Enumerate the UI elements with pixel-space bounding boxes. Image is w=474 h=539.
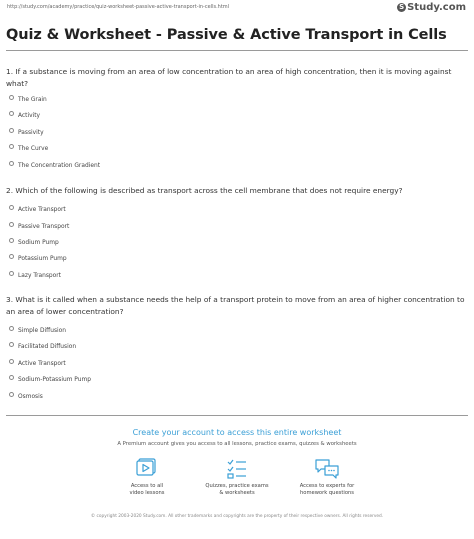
radio-icon[interactable] [9, 392, 14, 397]
checklist-icon [225, 458, 249, 480]
feature-video-lessons [102, 458, 192, 497]
radio-icon[interactable] [9, 95, 14, 100]
page-title: Quiz & Worksheet - Passive & Active Transport in Cells [6, 27, 447, 43]
radio-icon[interactable] [9, 222, 14, 227]
feature-line: Access to all [130, 483, 164, 489]
feature-line: & worksheets [219, 490, 255, 496]
feature-line: video lessons [129, 490, 165, 496]
radio-icon[interactable] [9, 359, 14, 364]
q1-option[interactable]: Passivity [9, 128, 44, 136]
brand-name: Study.com [407, 2, 466, 13]
q2-option[interactable]: Potassium Pump [9, 254, 67, 262]
q3-option[interactable]: Active Transport [9, 359, 66, 367]
question-3-text: 3. What is it called when a substance needs the help of a transport protein to move from an area of higher concentration to an area of lower concentration? [6, 295, 465, 316]
q1-option[interactable]: The Grain [9, 95, 47, 103]
radio-icon[interactable] [9, 128, 14, 133]
chat-bubbles-icon [314, 458, 340, 480]
cta-subtitle: A Premium account gives you access to all lessons, practice exams, quizzes & worksheets [117, 441, 357, 447]
feature-quizzes [192, 458, 282, 497]
feature-line: homework questions [299, 490, 355, 496]
feature-line: Access to experts for [299, 483, 355, 489]
q2-option[interactable]: Sodium Pump [9, 238, 59, 246]
q1-option[interactable]: The Curve [9, 144, 48, 152]
feature-line: Quizzes, practice exams [205, 483, 269, 489]
q3-option[interactable]: Osmosis [9, 392, 43, 400]
radio-icon[interactable] [9, 326, 14, 331]
q1-option[interactable]: Activity [9, 111, 40, 119]
radio-icon[interactable] [9, 161, 14, 166]
radio-icon[interactable] [9, 111, 14, 116]
radio-icon[interactable] [9, 205, 14, 210]
q2-option[interactable]: Lazy Transport [9, 271, 61, 279]
question-2-text: 2. Which of the following is described as transport across the cell membrane that does not require energy? [6, 186, 403, 195]
radio-icon[interactable] [9, 342, 14, 347]
q2-option[interactable]: Passive Transport [9, 222, 69, 230]
radio-icon[interactable] [9, 254, 14, 259]
video-play-icon [135, 458, 159, 480]
cta-title[interactable]: Create your account to access this entire worksheet [132, 428, 342, 437]
logo-circle-icon: S [399, 3, 405, 11]
radio-icon[interactable] [9, 375, 14, 380]
title-divider [6, 50, 468, 51]
q3-option[interactable]: Simple Diffusion [9, 326, 66, 334]
brand-logo[interactable] [397, 2, 466, 13]
cta-divider [6, 415, 468, 416]
feature-experts [282, 458, 372, 497]
page-url: http://study.com/academy/practice/quiz-worksheet-passive-active-transport-in-cells.html [7, 4, 230, 10]
radio-icon[interactable] [9, 238, 14, 243]
q2-option[interactable]: Active Transport [9, 205, 66, 213]
radio-icon[interactable] [9, 271, 14, 276]
question-1-text: 1. If a substance is moving from an area of low concentration to an area of high concentration, then it is moving against what? [6, 67, 452, 88]
radio-icon[interactable] [9, 144, 14, 149]
copyright-footer: © copyright 2003-2020 Study.com. All other trademarks and copyrights are the property of their respective owners. All rights reserved. [90, 514, 384, 519]
q3-option[interactable]: Sodium-Potassium Pump [9, 375, 91, 383]
top-bar [0, 0, 474, 14]
q1-option[interactable]: The Concentration Gradient [9, 161, 100, 169]
q3-option[interactable]: Facilitated Diffusion [9, 342, 76, 350]
